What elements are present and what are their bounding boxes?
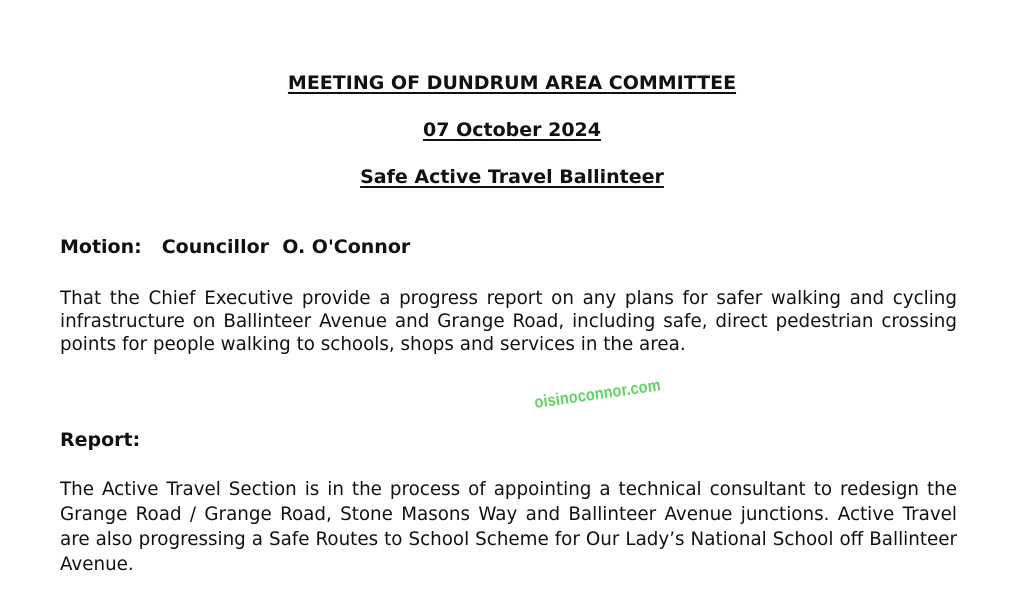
watermark: oisinoconnor.com [533, 375, 662, 413]
report-label: Report: [60, 429, 141, 451]
motion-heading [60, 236, 410, 258]
motion-text: That the Chief Executive provide a progress report on any plans for safer walking and cycling infrastructure on Ballinteer Avenue and Grange Road, including safe, direct pedestrian crossing points for people walking to schools, shops and services in the area. [60, 288, 957, 355]
meeting-date: 07 October 2024 [423, 119, 601, 141]
motion-subject: Safe Active Travel Ballinteer [360, 166, 664, 188]
motion-label: Motion: [60, 236, 142, 258]
meeting-title: MEETING OF DUNDRUM AREA COMMITTEE [287, 72, 737, 94]
motion-proposer: Councillor O. O'Connor [161, 236, 411, 258]
report-text: The Active Travel Section is in the process of appointing a technical consultant to redesign the Grange Road / Grange Road, Stone Masons Way and Ballinteer Avenue junctions. Active Travel are also progressing a Safe Routes to School Scheme for Our Lady’s National School off Ballinteer Avenue. [60, 479, 957, 575]
